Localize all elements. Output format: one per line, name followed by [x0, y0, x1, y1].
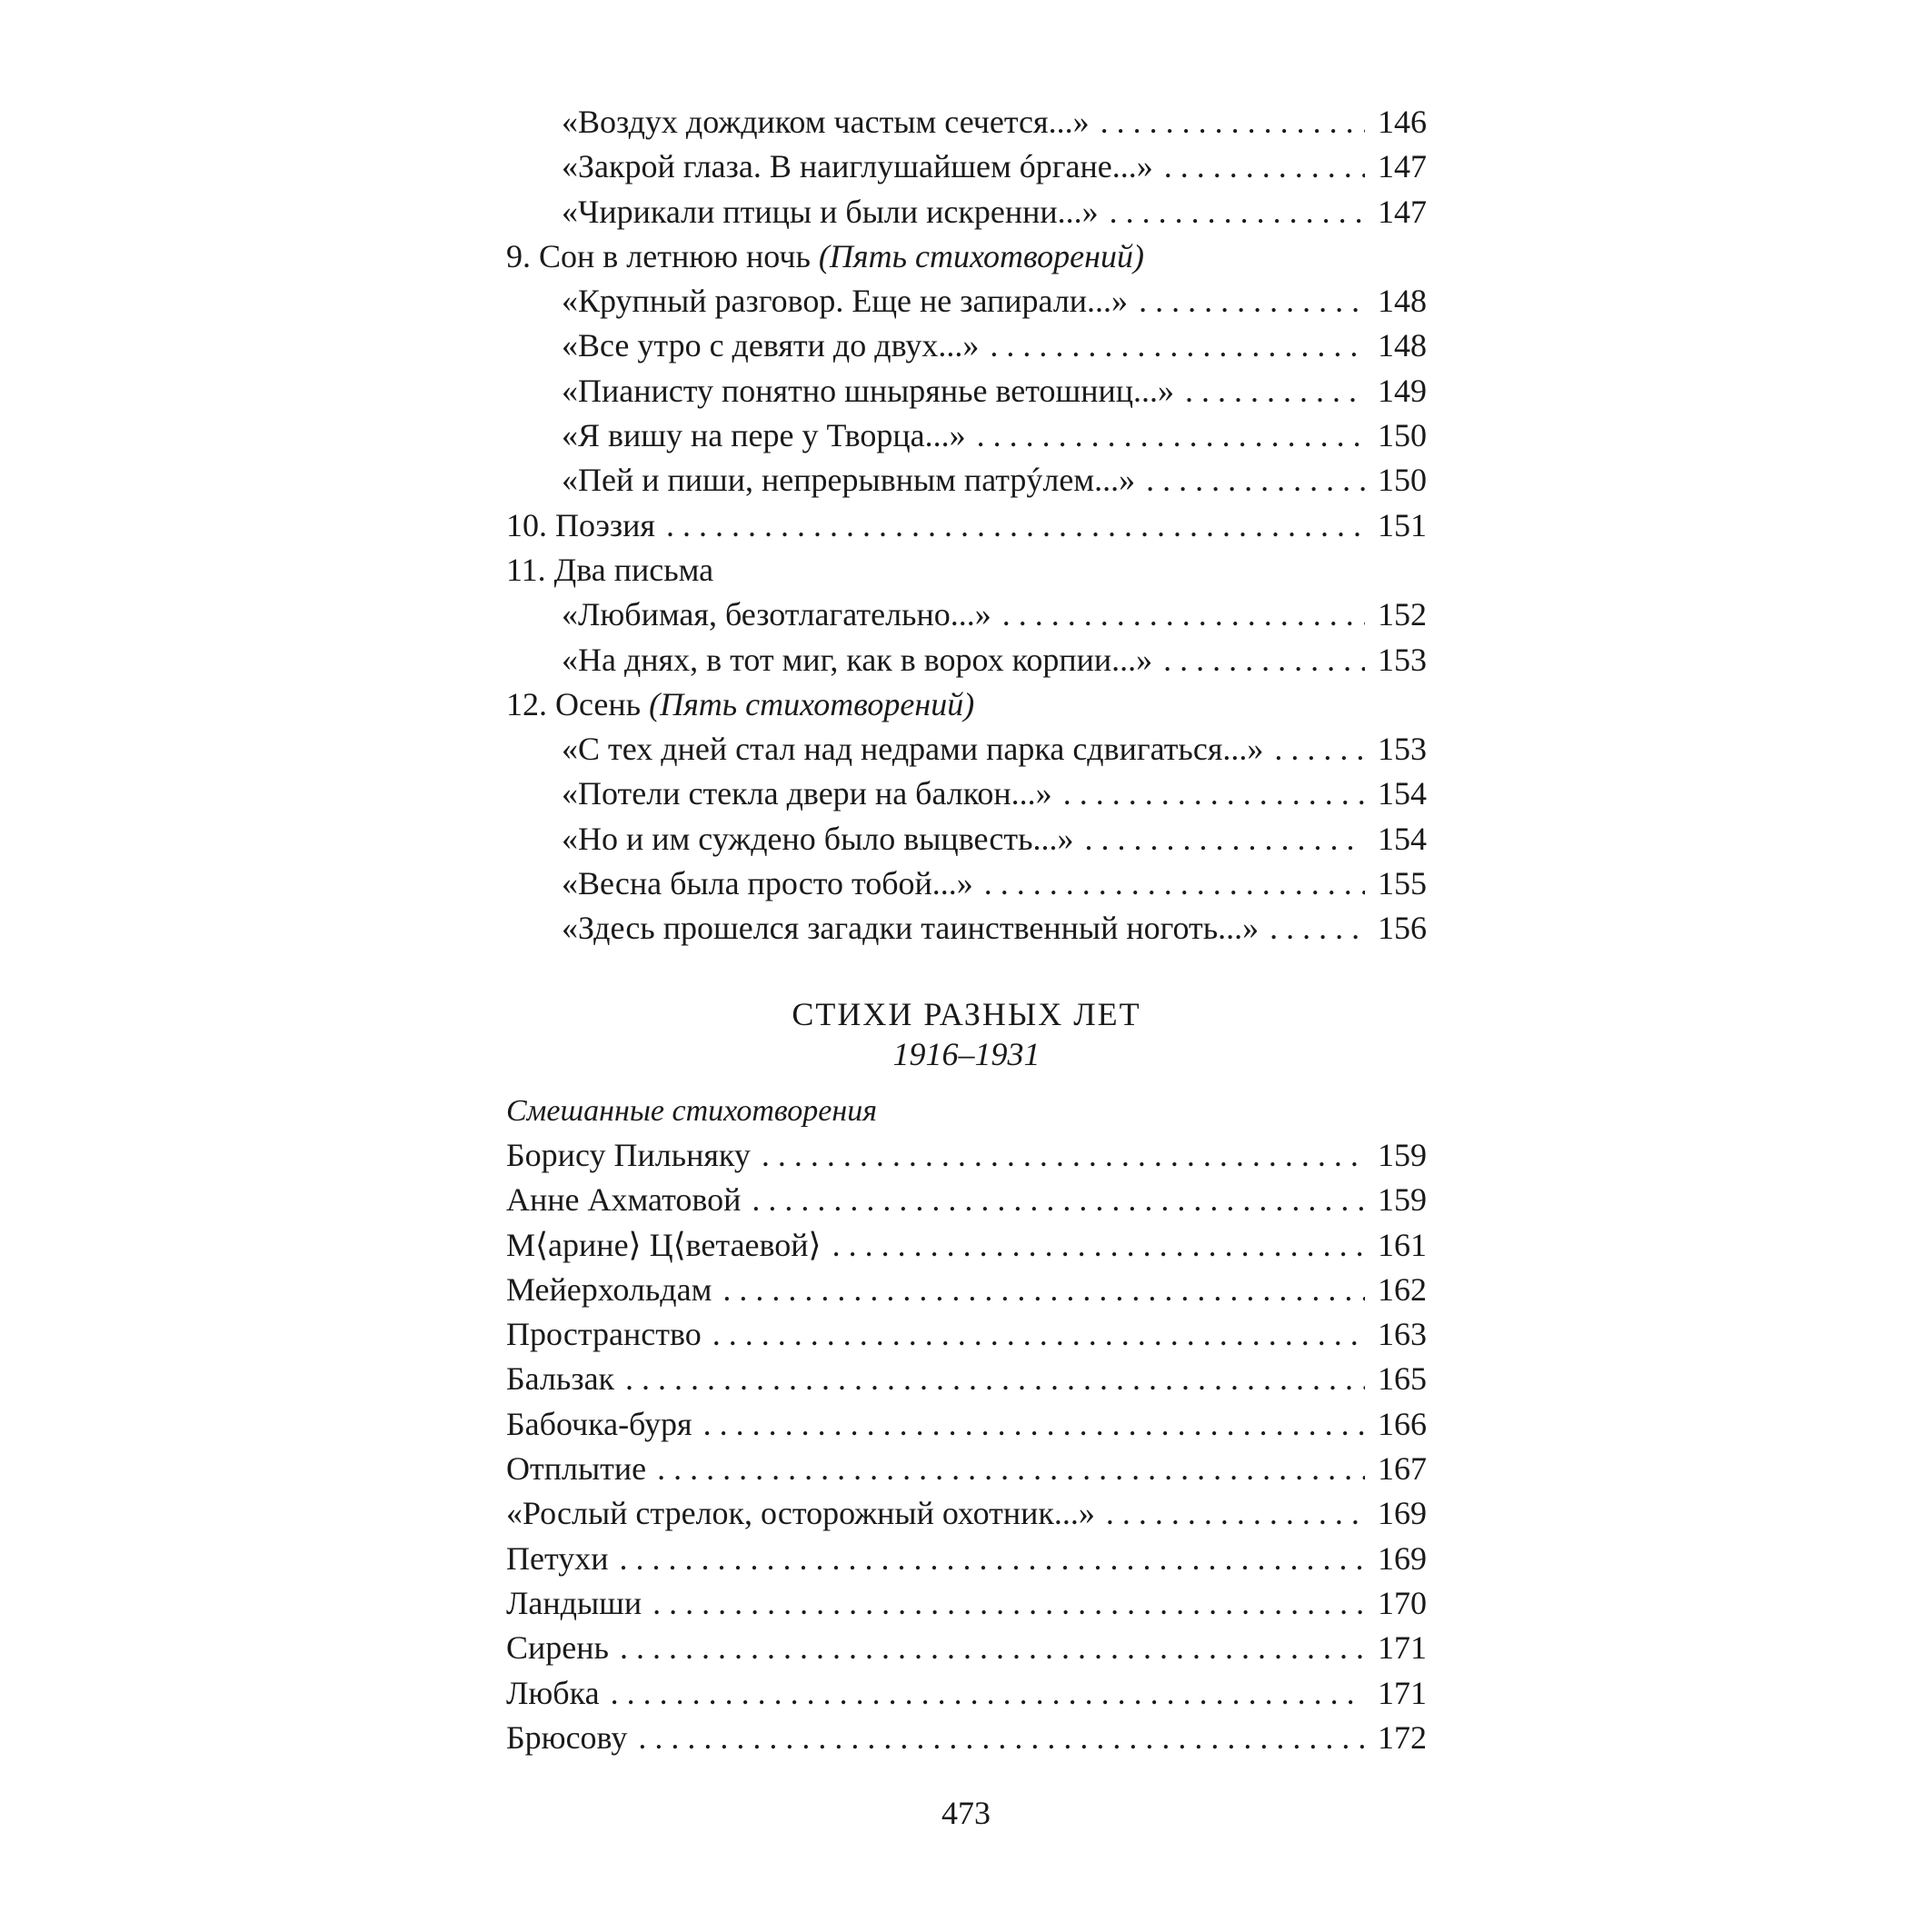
dot-leader: [620, 1537, 1366, 1581]
dot-leader: [1274, 727, 1365, 772]
toc-entry-page: 153: [1378, 641, 1427, 678]
toc-entry-title: Бабочка-буря: [506, 1405, 692, 1442]
toc-entry: [506, 503, 1427, 548]
dot-leader: [1146, 458, 1365, 503]
toc-entry: [506, 1537, 1427, 1581]
dot-leader: [832, 1223, 1365, 1268]
toc-entry-title: Отплытие: [506, 1450, 647, 1488]
toc-entry: [506, 279, 1427, 324]
toc-entry-page: 159: [1378, 1137, 1427, 1173]
toc-entry-note: (Пять стихотворений): [818, 237, 1145, 274]
dot-leader: [712, 1312, 1365, 1357]
dot-leader: [652, 1581, 1365, 1626]
toc-entry-title: Мейерхольдам: [506, 1270, 712, 1308]
toc-entry-page: 165: [1378, 1360, 1427, 1398]
toc-entry-page: 166: [1378, 1405, 1427, 1442]
toc-entry-title: Брюсову: [506, 1718, 628, 1756]
toc-entry: [506, 324, 1427, 368]
toc-entry-page: 162: [1378, 1270, 1427, 1308]
toc-entry-page: 154: [1378, 775, 1427, 812]
toc-entry-title: «Здесь прошелся загадки таинственный ноготь...»: [562, 910, 1260, 947]
dot-leader: [984, 861, 1365, 906]
toc-entry-page: 156: [1378, 910, 1427, 947]
dot-leader: [1100, 100, 1365, 144]
toc-entry-page: 153: [1378, 731, 1427, 768]
toc-entry: [506, 369, 1427, 413]
toc-entry: [506, 234, 1427, 279]
toc-entry-title: «Пей и пиши, непрерывным патрýлем...»: [562, 462, 1136, 499]
toc-entry-title: М⟨арине⟩ Ц⟨ветаевой⟩: [506, 1226, 822, 1263]
page-number: 473: [941, 1795, 991, 1831]
section-years: 1916–1931: [892, 1036, 1041, 1072]
toc-entry-note: (Пять стихотворений): [649, 685, 975, 722]
toc-entry-page: 148: [1378, 283, 1427, 320]
dot-leader: [625, 1357, 1365, 1401]
toc-entry: [506, 727, 1427, 772]
toc-entry-title: Сирень: [506, 1629, 609, 1667]
toc-entry: [506, 1357, 1427, 1401]
toc-entry-title: «Рослый стрелок, осторожный охотник...»: [506, 1495, 1095, 1532]
dot-leader: [638, 1716, 1365, 1760]
toc-entry-page: 152: [1378, 596, 1427, 633]
toc-entry-page: 150: [1378, 417, 1427, 454]
toc-entry-title: 9. Сон в летнюю ночь: [506, 237, 811, 274]
toc-entry-title: Борису Пильняку: [506, 1137, 751, 1173]
toc-entry-page: 169: [1378, 1495, 1427, 1532]
toc-entry-page: 147: [1378, 148, 1427, 185]
toc-entry-title: Бальзак: [506, 1360, 615, 1398]
dot-leader: [1106, 1491, 1365, 1536]
dot-leader: [1084, 817, 1365, 861]
toc-entry: [506, 100, 1427, 144]
dot-leader: [666, 503, 1365, 548]
toc-entry-title: «Все утро с девяти до двух...»: [562, 327, 980, 364]
toc-entry: [506, 1133, 1427, 1178]
toc-entry-page: 154: [1378, 820, 1427, 857]
dot-leader: [1139, 279, 1365, 324]
toc-entry-title: «Чирикали птицы и были искренни...»: [562, 193, 1099, 230]
toc-entry-title: «Я вишу на пере у Творца...»: [562, 417, 966, 454]
section-title: СТИХИ РАЗНЫХ ЛЕТ: [792, 996, 1141, 1032]
toc-entry-page: 149: [1378, 372, 1427, 409]
toc-entry-title: Любка: [506, 1674, 600, 1711]
toc-entry-title: «Крупный разговор. Еще не запирали...»: [562, 283, 1129, 320]
dot-leader: [977, 413, 1365, 458]
dot-leader: [620, 1626, 1365, 1670]
toc-entry: [506, 906, 1427, 951]
toc-entry-title: Петухи: [506, 1539, 609, 1577]
toc-entry: [506, 1581, 1427, 1626]
toc-entry-title: «Закрой глаза. В наиглушайшем óргане...»: [562, 148, 1153, 185]
toc-entry: [506, 638, 1427, 682]
toc-entry: [506, 1626, 1427, 1670]
dot-leader: [1063, 772, 1365, 816]
toc-entry-page: 159: [1378, 1181, 1427, 1219]
toc-entry: [506, 593, 1427, 637]
dot-leader: [1185, 369, 1365, 413]
toc-entry-page: 150: [1378, 462, 1427, 499]
toc-entry: [506, 1402, 1427, 1447]
toc-entry-title: «На днях, в тот миг, как в ворох корпии...»: [562, 641, 1153, 678]
toc-entry-page: 148: [1378, 327, 1427, 364]
toc-entry-page: 167: [1378, 1450, 1427, 1488]
toc-entry-page: 147: [1378, 193, 1427, 230]
toc-entry: [506, 1716, 1427, 1760]
toc-entry-page: 151: [1378, 506, 1427, 543]
toc-entry-title: Анне Ахматовой: [506, 1181, 742, 1219]
toc-entry-title: 11. Два письма: [506, 551, 714, 588]
toc-entry-title: «С тех дней стал над недрами парка сдвигаться...»: [562, 731, 1264, 768]
toc-entry-title: «Потели стекла двери на балкон...»: [562, 775, 1052, 812]
toc-entry: [506, 861, 1427, 906]
toc-entry: [506, 682, 1427, 727]
toc-entry-title: «Воздух дождиком частым сечется...»: [562, 104, 1090, 140]
toc-entry-title: Пространство: [506, 1316, 702, 1353]
toc-entry-title: 12. Осень: [506, 685, 642, 722]
toc-entry: [506, 772, 1427, 816]
toc-entry-title: «Весна была просто тобой...»: [562, 865, 973, 902]
toc-part2: [506, 1133, 1427, 1760]
toc-part1: [506, 100, 1427, 951]
toc-entry: [506, 190, 1427, 234]
dot-leader: [1163, 638, 1365, 682]
toc-entry: [506, 1268, 1427, 1312]
toc-entry-title: «Пианисту понятно шнырянье ветошниц...»: [562, 372, 1175, 409]
toc-entry: [506, 1447, 1427, 1491]
dot-leader: [611, 1671, 1365, 1716]
dot-leader: [752, 1178, 1365, 1222]
toc-entry: [506, 817, 1427, 861]
toc-entry-title: Ландыши: [506, 1584, 642, 1621]
toc-entry-page: 172: [1378, 1718, 1427, 1756]
dot-leader: [657, 1447, 1365, 1491]
toc-entry: [506, 548, 1427, 593]
toc-entry-title: «Но и им суждено было выцвесть...»: [562, 820, 1074, 857]
dot-leader: [762, 1133, 1365, 1178]
toc-entry-page: 146: [1378, 104, 1427, 140]
dot-leader: [703, 1402, 1365, 1447]
toc-entry-page: 161: [1378, 1226, 1427, 1263]
toc-entry: [506, 1178, 1427, 1222]
toc-entry: [506, 1223, 1427, 1268]
toc-entry: [506, 458, 1427, 503]
toc-entry: [506, 1671, 1427, 1716]
dot-leader: [1270, 906, 1365, 951]
toc-entry: [506, 1312, 1427, 1357]
toc-entry-title: «Любимая, безотлагательно...»: [562, 596, 991, 633]
dot-leader: [1164, 144, 1365, 189]
toc-entry-page: 169: [1378, 1539, 1427, 1577]
dot-leader: [722, 1268, 1365, 1312]
toc-entry-page: 170: [1378, 1584, 1427, 1621]
toc-entry: [506, 1491, 1427, 1536]
dot-leader: [1110, 190, 1365, 234]
toc-entry: [506, 144, 1427, 189]
toc-entry-page: 155: [1378, 865, 1427, 902]
toc-entry-title: 10. Поэзия: [506, 506, 655, 543]
dot-leader: [990, 324, 1365, 368]
subsection-title: Смешанные стихотворения: [506, 1094, 877, 1128]
toc-entry-page: 171: [1378, 1674, 1427, 1711]
dot-leader: [1002, 593, 1365, 637]
toc-entry-page: 163: [1378, 1316, 1427, 1353]
toc-entry: [506, 413, 1427, 458]
toc-entry-page: 171: [1378, 1629, 1427, 1667]
